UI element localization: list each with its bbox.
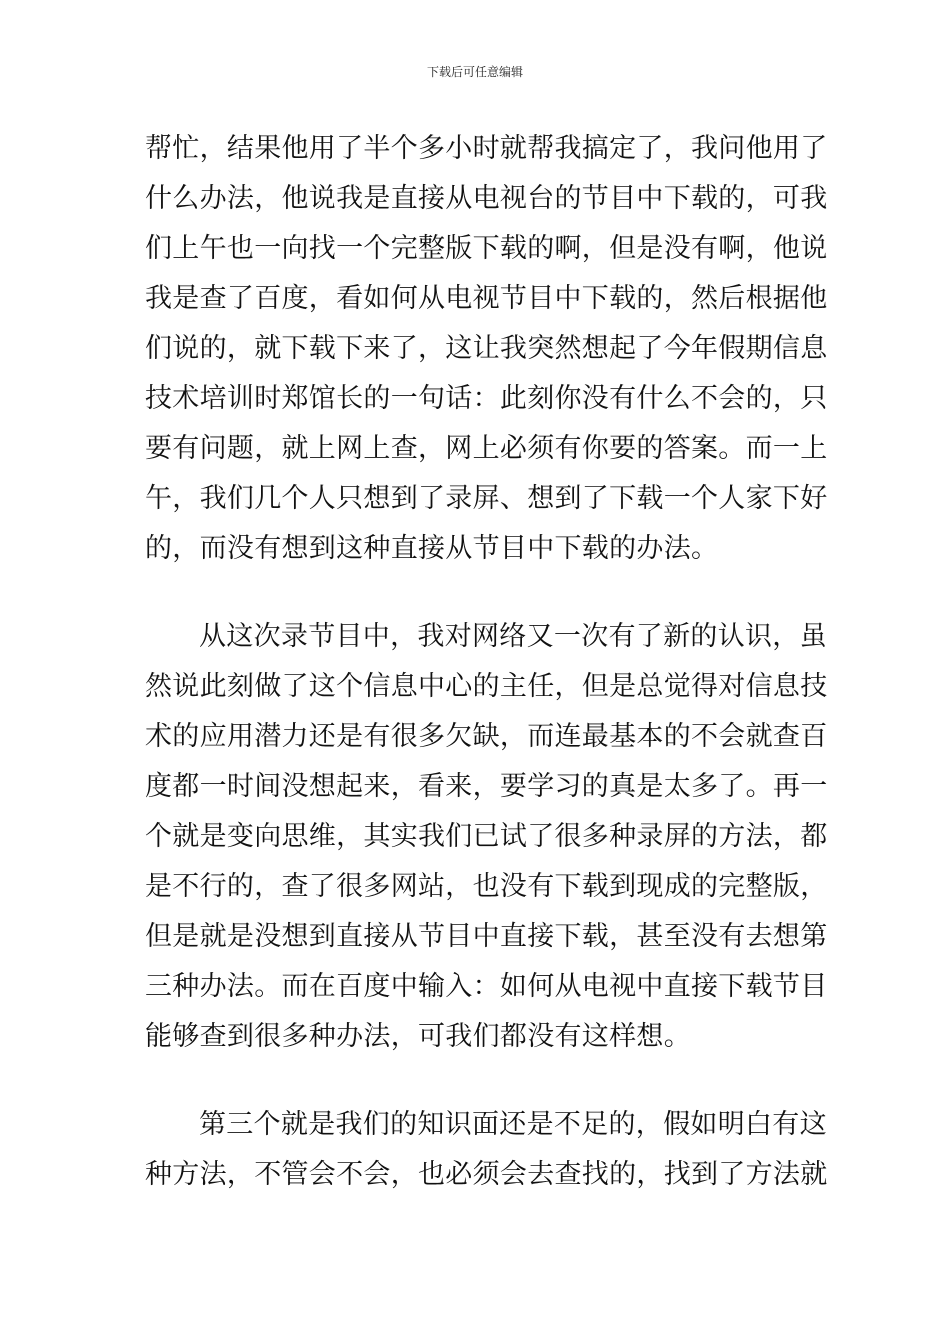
text-line: 们上午也一向找一个完整版下载的啊，但是没有啊，他说 <box>145 233 828 264</box>
paragraph-spacer <box>145 1062 815 1100</box>
text-line: 技术培训时郑馆长的一句话：此刻你没有什么不会的，只 <box>145 383 828 414</box>
paragraph-3 <box>145 1100 828 1200</box>
text-line: 种方法，不管会不会，也必须会去查找的，找到了方法就 <box>145 1159 828 1190</box>
document-body <box>145 124 828 1200</box>
text-line: 午，我们几个人只想到了录屏、想到了下载一个人家下好 <box>145 483 828 514</box>
text-line: 们说的，就下载下来了，这让我突然想起了今年假期信息 <box>145 333 828 364</box>
text-line: 术的应用潜力还是有很多欠缺，而连最基本的不会就查百 <box>145 721 828 752</box>
text-line: 要有问题，就上网上查，网上必须有你要的答案。而一上 <box>145 433 828 464</box>
text-line: 然说此刻做了这个信息中心的主任，但是总觉得对信息技 <box>145 671 828 702</box>
text-line: 个就是变向思维，其实我们已试了很多种录屏的方法，都 <box>145 821 828 852</box>
text-line: 三种办法。而在百度中输入：如何从电视中直接下载节目 <box>145 971 828 1002</box>
page-header: 下载后可任意编辑 <box>426 65 523 79</box>
text-line: 是不行的，查了很多网站，也没有下载到现成的完整版， <box>145 871 828 902</box>
paragraph-spacer <box>145 574 815 612</box>
paragraph-1 <box>145 124 828 574</box>
text-line: 的，而没有想到这种直接从节目中下载的办法。 <box>145 533 719 564</box>
text-line: 能够查到很多种办法，可我们都没有这样想。 <box>145 1021 691 1052</box>
paragraph-2 <box>145 612 828 1062</box>
text-line: 什么办法，他说我是直接从电视台的节目中下载的，可我 <box>145 183 828 214</box>
text-line: 第三个就是我们的知识面还是不足的，假如明白有这 <box>199 1109 827 1140</box>
text-line: 帮忙，结果他用了半个多小时就帮我搞定了，我问他用了 <box>145 133 828 164</box>
text-line: 从这次录节目中，我对网络又一次有了新的认识，虽 <box>199 621 827 652</box>
text-line: 但是就是没想到直接从节目中直接下载，甚至没有去想第 <box>145 921 828 952</box>
text-line: 度都一时间没想起来，看来，要学习的真是太多了。再一 <box>145 771 828 802</box>
text-line: 我是查了百度，看如何从电视节目中下载的，然后根据他 <box>145 283 828 314</box>
